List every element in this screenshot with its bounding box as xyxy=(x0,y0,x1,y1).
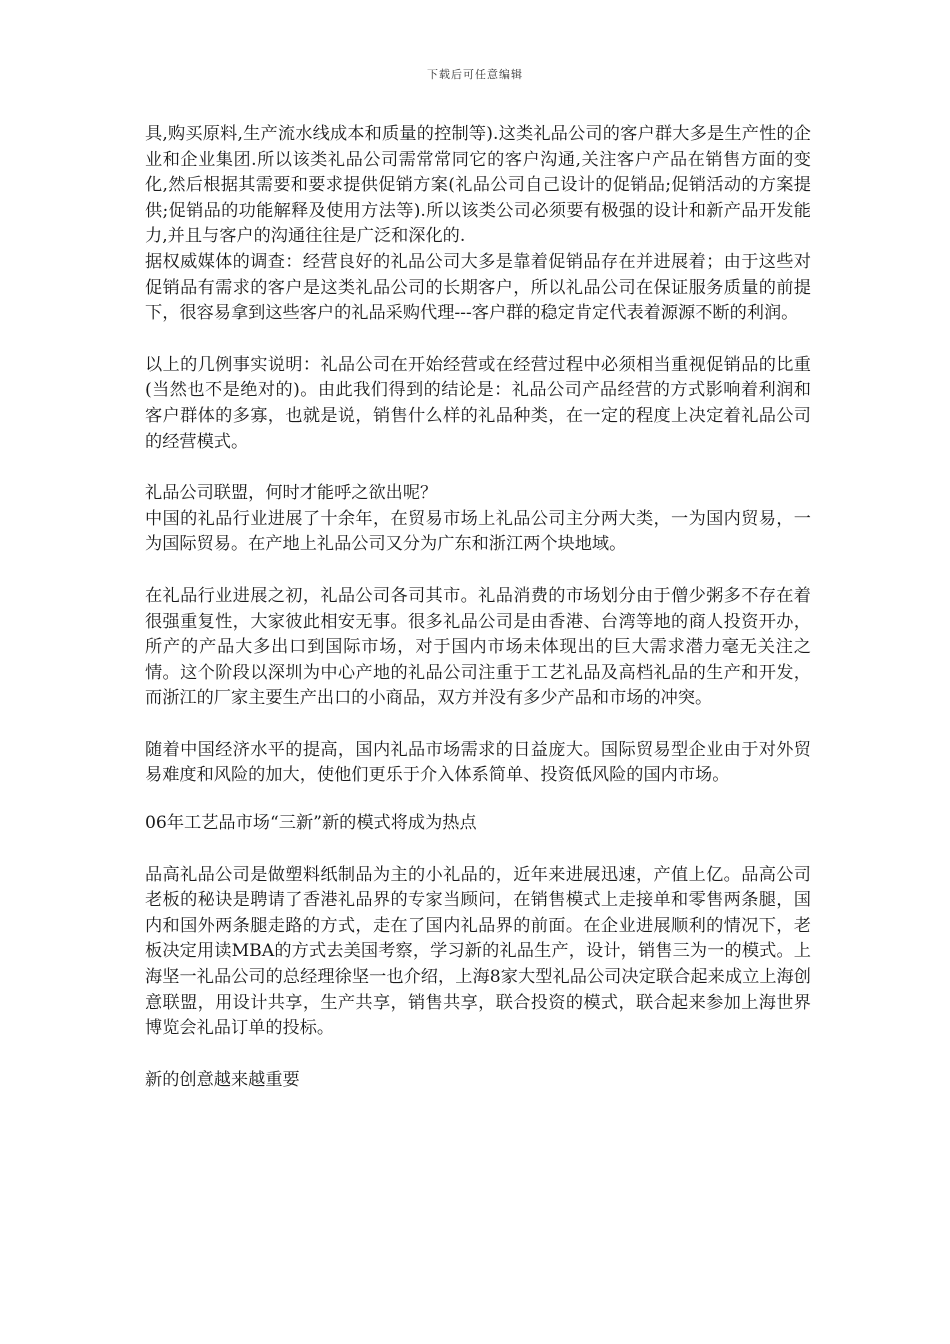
paragraph-industry-overview: 中国的礼品行业进展了十余年，在贸易市场上礼品公司主分两大类，一为国内贸易，一为国际贸易。在产地上礼品公司又分为广东和浙江两个块地域。 xyxy=(145,508,811,555)
paragraph-spacer xyxy=(145,1042,811,1068)
paragraph-spacer xyxy=(145,837,811,863)
paragraph-pingao-case: 品高礼品公司是做塑料纸制品为主的小礼品的，近年来进展迅速，产值上亿。品高公司老板的秘诀是聘请了香港礼品界的专家当顾问，在销售模式上走接单和零售两条腿，国内和国外两条腿走路的方式，走在了国内礼品界的前面。在企业进展顺利的情况下，老板决定用读MBA的方式去美国考察，学习新的礼品生产，设计，销售三为一的模式。上海坚一礼品公司的总经理徐坚一也介绍，上海8家大型礼品公司决定联合起来成立上海创意联盟，用设计共享，生产共享，销售共享，联合投资的模式，联合起来参加上海世界博览会礼品订单的投标。 xyxy=(145,864,811,1039)
paragraph-conclusion: 以上的几例事实说明：礼品公司在开始经营或在经营过程中必须相当重视促销品的比重(当然也不是绝对的)。由此我们得到的结论是：礼品公司产品经营的方式影响着利润和客户群体的多寡，也就是说，销售什么样的礼品种类，在一定的程度上决定着礼品公司的经营模式。 xyxy=(145,354,811,452)
paragraph-domestic-market: 随着中国经济水平的提高，国内礼品市场需求的日益庞大。国际贸易型企业由于对外贸易难度和风险的加大，使他们更乐于介入体系简单、投资低风险的国内市场。 xyxy=(145,739,811,786)
paragraph-spacer xyxy=(145,712,811,738)
section-heading-three-new: 06年工艺品市场“三新”新的模式将成为热点 xyxy=(145,813,477,834)
section-heading-alliance: 礼品公司联盟，何时才能呼之欲出呢？ xyxy=(145,483,438,504)
paragraph-promo-company-intro: 具,购买原料,生产流水线成本和质量的控制等).这类礼品公司的客户群大多是生产性的企业和企业集团.所以该类礼品公司需常常同它的客户沟通,关注客户产品在销售方面的变化,然后根据其需要和要求提供促销方案(礼品公司自己设计的促销品;促销活动的方案提供;促销品的功能解释及使用方法等).所以该类公司必须要有极强的设计和新产品开发能力,并且与客户的沟通往往是广泛和深化的. xyxy=(145,124,811,247)
paragraph-spacer xyxy=(145,558,811,584)
section-heading-creativity: 新的创意越来越重要 xyxy=(145,1069,300,1090)
paragraph-spacer xyxy=(145,789,811,811)
paragraph-spacer xyxy=(145,455,811,481)
document-body xyxy=(145,122,811,1093)
paragraph-spacer xyxy=(145,327,811,353)
paragraph-media-survey: 据权威媒体的调查：经营良好的礼品公司大多是靠着促销品存在并进展着；由于这些对促销品有需求的客户是这类礼品公司的长期客户，所以礼品公司在保证服务质量的前提下，很容易拿到这些客户的礼品采购代理---客户群的稳定肯定代表着源源不断的利润。 xyxy=(145,251,811,324)
page-header: 下载后可任意编辑 xyxy=(427,68,523,81)
paragraph-early-development: 在礼品行业进展之初，礼品公司各司其市。礼品消费的市场划分由于僧少粥多不存在着很强重复性，大家彼此相安无事。很多礼品公司是由香港、台湾等地的商人投资开办，所产的产品大多出口到国际市场，对于国内市场未体现出的巨大需求潜力毫无关注之情。这个阶段以深圳为中心产地的礼品公司注重于工艺礼品及高档礼品的生产和开发，而浙江的厂家主要生产出口的小商品，双方并没有多少产品和市场的冲突。 xyxy=(145,585,811,709)
